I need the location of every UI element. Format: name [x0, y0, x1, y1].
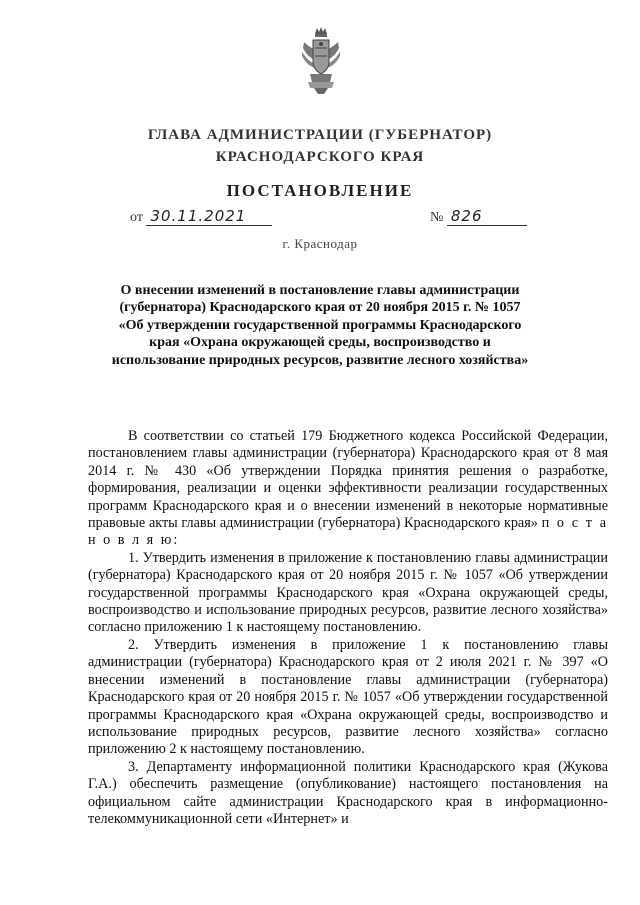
authority-name-line1: ГЛАВА АДМИНИСТРАЦИИ (ГУБЕРНАТОР)	[147, 127, 493, 143]
document-body	[88, 428, 608, 828]
preamble-paragraph	[88, 428, 608, 550]
city: г. Краснодар	[282, 236, 358, 251]
document-title: О внесении изменений в постановление главы администрации (губернатора) Краснодарского края от 20 ноября 2015 г. № 1057 «Об утверждении государственной программы Краснодарского края «Охрана окружающей среды, воспроизводство и использование природных ресурсов, развитие лесного хозяйства»	[111, 283, 529, 368]
document-type: ПОСТАНОВЛЕНИЕ	[226, 181, 414, 200]
date-row	[130, 207, 272, 226]
number-row	[430, 207, 527, 226]
decree-word: п о с т а н о в л я ю:	[88, 515, 608, 549]
coat-of-arms-icon	[300, 26, 342, 96]
date-prefix: от	[130, 210, 143, 225]
date-value: 30.11.2021	[146, 207, 272, 226]
item-3: 3. Департаменту информационной политики Краснодарского края (Жукова Г.А.) обеспечить размещение (опубликование) настоящего постановления на официальном сайте администрации Краснодарского края в информационно-телекоммуникационной сети «Интернет» и	[88, 758, 608, 827]
item-1: 1. Утвердить изменения в приложение к постановлению главы администрации (губернатора) Краснодарского края от 20 ноября 2015 г. № 1057 «Об утверждении государственной программы Краснодарского края «Охрана окружающей среды, воспроизводство и использование природных ресурсов, развитие лесного хозяйства» согласно приложению 1 к настоящему постановлению.	[88, 549, 608, 636]
preamble-text: В соответствии со статьей 179 Бюджетного кодекса Российской Федерации, постановлением главы администрации (губернатора) Краснодарского края от 8 мая 2014 г. № 430 «Об утверждении Порядка принятия решения о разработке, формирования, реализации и оценки эффективности реализации государственных программ Краснодарского края и о внесении изменений в некоторые нормативные правовые акты главы администрации (губернатора) Краснодарского края»	[88, 428, 608, 532]
number-value: 826	[447, 207, 527, 226]
authority-name-line2: КРАСНОДАРСКОГО КРАЯ	[215, 149, 425, 165]
item-2: 2. Утвердить изменения в приложение 1 к постановлению главы администрации (губернатора) Краснодарского края от 2 июля 2021 г. № 397 «О внесении изменений в постановление главы администрации (губернатора) Краснодарского края от 20 ноября 2015 г. № 1057 «Об утверждении государственной программы Краснодарского края «Охрана окружающей среды, воспроизводство и использование природных ресурсов, развитие лесного хозяйства» согласно приложению 2 к настоящему постановлению.	[88, 636, 608, 758]
number-prefix: №	[430, 210, 444, 225]
